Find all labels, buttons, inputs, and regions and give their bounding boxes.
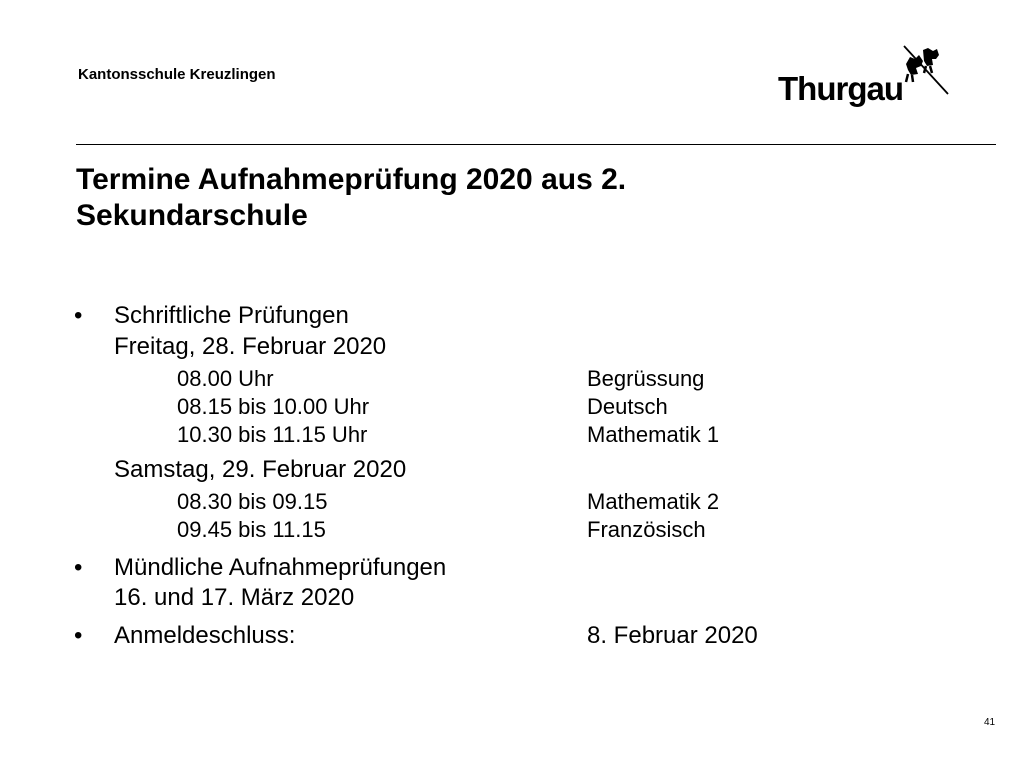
school-name: Kantonsschule Kreuzlingen: [78, 66, 276, 83]
written-exams-heading: Schriftliche Prüfungen: [114, 302, 349, 329]
page-number: 41: [984, 717, 996, 728]
schedule-subject: Deutsch: [587, 394, 668, 419]
thurgau-logo: [778, 44, 958, 112]
schedule-time: 10.30 bis 11.15 Uhr: [177, 422, 368, 447]
thurgau-lions-coat-of-arms-icon: [896, 44, 952, 96]
schedule-subject: Französisch: [587, 517, 706, 542]
header-divider: [76, 144, 996, 145]
registration-date: 8. Februar 2020: [587, 622, 758, 649]
registration-label: Anmeldeschluss:: [114, 622, 296, 649]
schedule-time: 09.45 bis 11.15: [177, 517, 326, 542]
logo-text: Thurgau: [778, 70, 903, 107]
written-exams-day1-date: Freitag, 28. Februar 2020: [114, 333, 387, 360]
oral-exams-heading: Mündliche Aufnahmeprüfungen: [114, 554, 447, 581]
schedule-time: 08.30 bis 09.15: [177, 489, 328, 514]
bullet-oral-exams: •: [74, 554, 83, 581]
written-exams-day2-date: Samstag, 29. Februar 2020: [114, 456, 407, 483]
bullet-written-exams: •: [74, 302, 83, 329]
schedule-subject: Mathematik 2: [587, 489, 720, 514]
oral-exams-date: 16. und 17. März 2020: [114, 584, 355, 611]
bullet-registration: •: [74, 622, 83, 649]
schedule-subject: Begrüssung: [587, 366, 705, 391]
page-title: Termine Aufnahmeprüfung 2020 aus 2. Sekundarschule: [76, 163, 627, 232]
schedule-time: 08.00 Uhr: [177, 366, 274, 391]
schedule-subject: Mathematik 1: [587, 422, 720, 447]
schedule-time: 08.15 bis 10.00 Uhr: [177, 394, 370, 419]
